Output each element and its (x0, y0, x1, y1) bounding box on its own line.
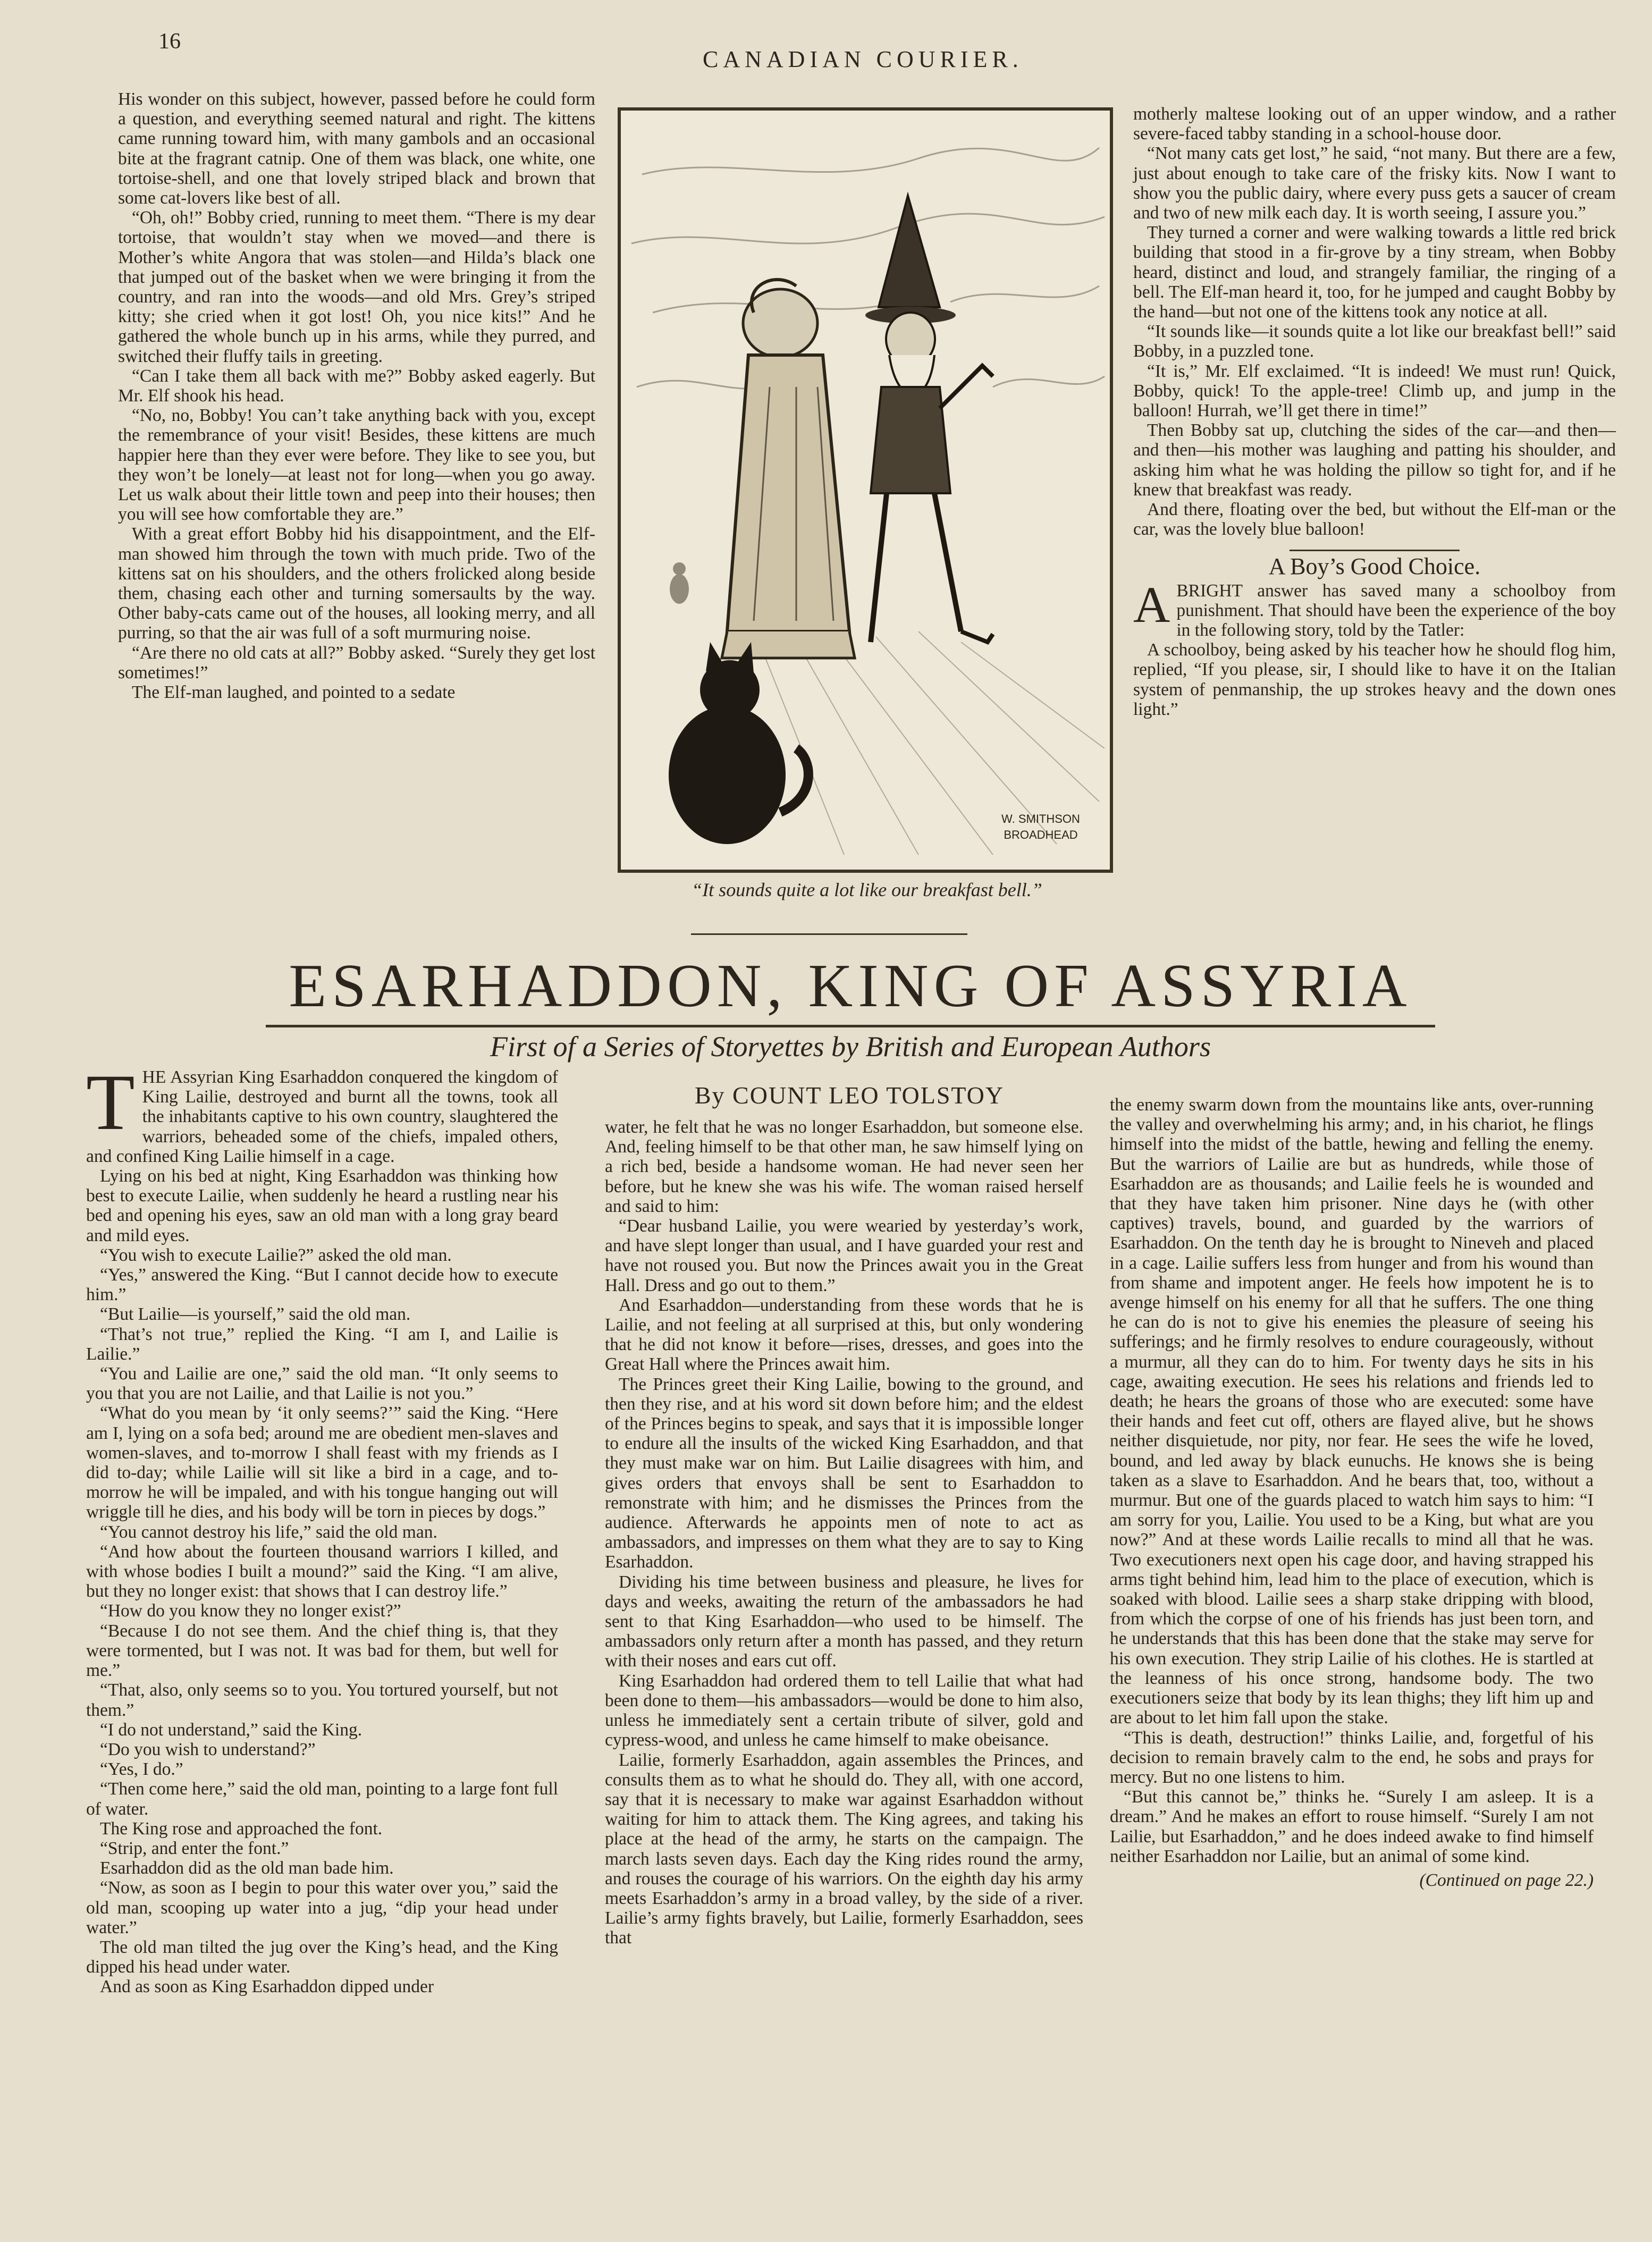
paragraph: “Strip, and enter the font.” (100, 1838, 289, 1858)
top-left-column (118, 89, 595, 702)
paragraph: And Esarhaddon—understanding from these words that he is Lailie, and not feeling at all surprised at this, but only wondering that he did not know it before—rises, dresses, and goes into the Great Hall where the Princes await him. (605, 1295, 1083, 1375)
paragraph-text: BRIGHT answer has saved many a schoolboy from punishment. That should have been the experience of the boy in the following story, told by the Tatler: (1176, 580, 1616, 640)
section-divider (1289, 550, 1460, 551)
paragraph: Then Bobby sat up, clutching the sides of the car—and then—and then—his mother was laughing and patting his shoulder, and asking him what he was holding the pillow so tight for, and if he knew that breakfast was ready. (1133, 420, 1616, 500)
paragraph: “You and Lailie are one,” said the old man. “It only seems to you that you are not Lailie, and that Lailie is not you.” (86, 1364, 558, 1404)
boys-choice-title: A Boy’s Good Choice. (1268, 553, 1481, 580)
elf-figure (865, 196, 993, 642)
paragraph: A schoolboy, being asked by his teacher how he should flog him, replied, “If you please, sir, I should like to have it on the Italian system of penmanship, the up strokes heavy and the down ones light.” (1133, 640, 1616, 719)
story-byline: By COUNT LEO TOLSTOY (694, 1082, 1005, 1109)
story-deck: First of a Series of Storyettes by British and European Authors (490, 1031, 1211, 1063)
story-column-1 (86, 1058, 558, 1997)
story-headline: ESARHADDON, KING OF ASSYRIA (289, 952, 1412, 1020)
paragraph: And as soon as King Esarhaddon dipped under (100, 1977, 434, 1997)
paragraph: “What do you mean by ‘it only seems?’” said the King. “Here am I, lying on a sofa bed; around me are obedient men-slaves and women-slaves, and to-morrow I shall feast with my friends as I did to-day; while Lailie will sit like a bird in a cage, and to-morrow he will be impaled, and with his tongue hanging out will wriggle till he dies, and his body will be torn in pieces by dogs.” (86, 1403, 558, 1522)
paragraph: “I do not understand,” said the King. (100, 1720, 363, 1740)
paragraph: motherly maltese looking out of an upper window, and a rather severe-faced tabby standing in a school-house door. (1133, 104, 1616, 144)
drop-cap: T (86, 1058, 135, 1147)
paragraph: “Dear husband Lailie, you were wearied by yesterday’s work, and have slept longer than usual, and I have guarded your rest and have not roused you. But now the Princes await you in the Great Hall. Dress and go out to them.” (605, 1216, 1083, 1295)
paragraph: “Can I take them all back with me?” Bobby asked eagerly. But Mr. Elf shook his head. (118, 366, 595, 406)
paragraph: “You wish to execute Lailie?” asked the old man. (100, 1245, 452, 1265)
continued-notice: (Continued on page 22.) (1419, 1870, 1594, 1890)
paragraph: They turned a corner and were walking towards a little red brick building that stood in a fir-grove by a tiny stream, when Bobby heard, distinct and loud, and strangely familiar, the ringing of a bell. The Elf-man heard it, too, for he jumped and caught Bobby by the hand—but not one of the kittens took any notice at all. (1133, 223, 1616, 322)
paragraph: “It is,” Mr. Elf exclaimed. “It is indeed! We must run! Quick, Bobby, quick! To the apple-tree! Climb up, and jump in the balloon! Hurrah, we’ll get there in time!” (1133, 361, 1616, 421)
masthead: CANADIAN COURIER. (703, 46, 1023, 72)
story-column-3 (1110, 1095, 1594, 1890)
drop-cap: A (1133, 576, 1170, 633)
paragraph: “Because I do not see them. And the chief thing is, that they were tormented, but I was not. It was bad for them, but well for me.” (86, 1621, 558, 1681)
cat-silhouette (669, 642, 808, 844)
paragraph (86, 1058, 558, 1166)
paragraph: Lying on his bed at night, King Esarhaddon was thinking how best to execute Lailie, when suddenly he heard a rustling near his bed and opening his eyes, saw an old man with a long gray beard and mild eyes. (86, 1166, 558, 1245)
paragraph: “How do you know they no longer exist?” (100, 1601, 401, 1621)
paragraph: “But Lailie—is yourself,” said the old man. (100, 1304, 411, 1325)
story-illustration (618, 107, 1113, 873)
paragraph: “Yes, I do.” (100, 1759, 183, 1780)
paragraph: “That’s not true,” replied the King. “I am I, and Lailie is Lailie.” (86, 1324, 558, 1364)
paragraph: “Do you wish to understand?” (100, 1739, 316, 1759)
paragraph: “Oh, oh!” Bobby cried, running to meet them. “There is my dear tortoise, that wouldn’t stay when we moved—and there is Mother’s white Angora that was stolen—and Hilda’s black one that jumped out of the basket when we were bringing it from the country, and ran into the woods—and old Mrs. Grey’s striped kitty; she cried when it got lost! Oh, you nice kits!” And he gathered the whole bunch up in his arms, while they purred, and switched their fluffy tails in greeting. (118, 208, 595, 366)
paragraph: “No, no, Bobby! You can’t take anything back with you, except the remembrance of your visit! Besides, these kittens are much happier here than they ever were before. They like to see you, but they won’t be lonely—at least not for long—when you go away. Let us walk about their little town and peep into their houses; then you will see how comfortable they are.” (118, 406, 595, 525)
paragraph: “Are there no old cats at all?” Bobby asked. “Surely they get lost sometimes!” (118, 643, 595, 682)
paragraph: “Yes,” answered the King. “But I cannot decide how to execute him.” (86, 1265, 558, 1305)
top-right-column (1133, 104, 1616, 719)
paragraph: “This is death, destruction!” thinks Lailie, and, forgetful of his decision to remain bravely calm to the end, he sobs and prays for mercy. But no one listens to him. (1110, 1727, 1594, 1787)
paragraph: The old man tilted the jug over the King’s head, and the King dipped his head under water. (86, 1937, 558, 1977)
paragraph: Esarhaddon did as the old man bade him. (100, 1858, 394, 1878)
paragraph: With a great effort Bobby hid his disappointment, and the Elf-man showed him through the town with much pride. Two of the kittens sat on his shoulders, and the others frolicked along beside them, chasing each other and turning somersaults by the way. Other baby-cats came out of the houses, all looking merry, and all purring, so that the air was full of a soft murmuring noise. (118, 524, 595, 643)
paragraph: King Esarhaddon had ordered them to tell Lailie that what had been done to them—his ambassadors—would be done to him also, unless he immediately sent a certain tribute of silver, gold and cypress-wood, and unless he came himself to make obeisance. (605, 1671, 1083, 1750)
illustrator-signature-1: W. SMITHSON (1001, 812, 1080, 825)
paragraph: “And how about the fourteen thousand warriors I killed, and with whose bodies I built a mound?” said the King. “I am alive, but they no longer exist: that shows that I can destroy life.” (86, 1541, 558, 1602)
page-number: 16 (158, 29, 181, 54)
paragraph: His wonder on this subject, however, passed before he could form a question, and everything seemed natural and right. The kittens came running toward him, with many gambols and an occasional bite at the fragrant catnip. One of them was black, one white, one tortoise-shell, and one that lovely striped black and brown that some cat-lovers like best of all. (118, 89, 595, 208)
boy-figure (722, 280, 855, 658)
paragraph: “Now, as soon as I begin to pour this water over you,” said the old man, scooping up water into a jug, “dip your head under water.” (86, 1878, 558, 1937)
illustration-drawing (621, 111, 1110, 870)
illustration-caption: “It sounds quite a lot like our breakfast bell.” (692, 879, 1042, 900)
paragraph: “You cannot destroy his life,” said the old man. (100, 1522, 437, 1542)
paragraph: the enemy swarm down from the mountains like ants, over-running the valley and overwhelming his army; and, in his chariot, he flings himself into the midst of the battle, hewing and felling the enemy. But the warriors of Lailie are but as hundreds, while those of Esarhaddon are as thousands; and Lailie feels he is wounded and that they have taken him prisoner. Nine days he (with other captives) travels, bound, and guarded by the warriors of Esarhaddon. On the tenth day he is brought to Nineveh and placed in a cage. Lailie suffers less from hunger and from his wound than from shame and impotent anger. He feels how impotent he is to avenge himself on his enemy for all that he suffers. The one thing he can do is not to give his enemies the pleasure of seeing his sufferings; and he firmly resolves to endure courageously, without a murmur, all they can do to him. For twenty days he sits in his cage, awaiting execution. He sees his relations and friends led to death; he hears the groans of those who are executed: some have their hands and feet cut off, others are flayed alive, but he shows neither disquietude, nor pity, nor fear. He sees the wife he loved, bound, and led away by black eunuchs. He knows she is being taken as a slave to Esarhaddon. And he bears that, too, without a murmur. But one of the guards placed to watch him says to him: “I am sorry for you, Lailie. You used to be a King, but what are you now?” And at these words Lailie recalls to mind all that he was. Two executioners next open his cage door, and having strapped his arms tight behind him, lead him to the place of execution, which is soaked with blood. Lailie sees a sharp stake dripping with blood, from which the corpse of one of his friends has just been torn, and he understands that this has been done that the stake may serve for his own execution. They strip Lailie of his clothes. He is startled at the leanness of his once strong, handsome body. The two executioners seize that body by its lean thighs; they lift him up and are about to let him fall upon the stake. (1110, 1095, 1594, 1728)
paragraph: “Not many cats get lost,” he said, “not many. But there are a few, just about enough to take care of the frisky kits. Now I want to show you the public dairy, where every puss gets a saucer of cream and two of new milk each day. It is worth seeing, I assure you.” (1133, 144, 1616, 223)
story-column-2 (605, 1117, 1083, 1948)
paragraph-text: HE Assyrian King Esarhaddon conquered the kingdom of King Lailie, destroyed and burnt all the towns, took all the inhabitants captive to his own country, slaughtered the warriors, beheaded some of the chiefs, impaled others, and confined King Lailie himself in a cage. (86, 1067, 558, 1166)
paragraph: “But this cannot be,” thinks he. “Surely I am asleep. It is a dream.” And he makes an effort to rouse himself. “Surely I am not Lailie, but Esarhaddon,” and he does indeed awake to find himself neither Esarhaddon nor Lailie, but an animal of some kind. (1110, 1787, 1594, 1866)
paragraph (1133, 576, 1616, 640)
paragraph: And there, floating over the bed, but without the Elf-man or the car, was the lovely blue balloon! (1133, 500, 1616, 540)
paragraph: “Then come here,” said the old man, pointing to a large font full of water. (86, 1779, 558, 1819)
paragraph: water, he felt that he was no longer Esarhaddon, but someone else. And, feeling himself to be that other man, he saw himself lying on a rich bed, beside a handsome woman. He had never seen her before, but he knew she was his wife. The woman raised herself and said to him: (605, 1117, 1083, 1216)
paragraph: “That, also, only seems so to you. You tortured yourself, but not them.” (86, 1680, 558, 1720)
headline-rule-top (691, 933, 967, 935)
paragraph: Lailie, formerly Esarhaddon, again assembles the Princes, and consults them as to what he should do. They all, with one accord, say that it is necessary to make war against Esarhaddon without waiting for him to attack them. The King agrees, and taking his place at the head of the army, he starts on the campaign. The march lasts seven days. Each day the King rides round the army, and rouses the courage of his warriors. On the eighth day his army meets Esarhaddon’s army in a broad valley, by the side of a river. Lailie’s army fights bravely, but Lailie, formerly Esarhaddon, sees that (605, 1750, 1083, 1948)
paragraph: The Princes greet their King Lailie, bowing to the ground, and then they rise, and at his word sit down before him; and the eldest of the Princes begins to speak, and says that it is impossible longer to endure all the insults of the wicked King Esarhaddon, and that they must make war on him. But Lailie disagrees with him, and gives orders that envoys shall be sent to Esarhaddon to remonstrate with him; and he dismisses the Princes from the audience. Afterwards he appoints men of note to act as ambassadors, and impresses on them what they are to say to King Esarhaddon. (605, 1374, 1083, 1572)
paragraph: “It sounds like—it sounds quite a lot like our breakfast bell!” said Bobby, in a puzzled tone. (1133, 322, 1616, 361)
paragraph: Dividing his time between business and pleasure, he lives for days and weeks, awaiting the return of the ambassadors he had sent to that King Esarhaddon—who used to be himself. The ambassadors only return after a month has passed, and they return with their noses and ears cut off. (605, 1572, 1083, 1671)
illustrator-signature-2: BROADHEAD (1004, 828, 1078, 841)
headline-rule-bottom (266, 1025, 1435, 1027)
paragraph: The King rose and approached the font. (100, 1818, 383, 1839)
paragraph: The Elf-man laughed, and pointed to a sedate (132, 682, 456, 703)
